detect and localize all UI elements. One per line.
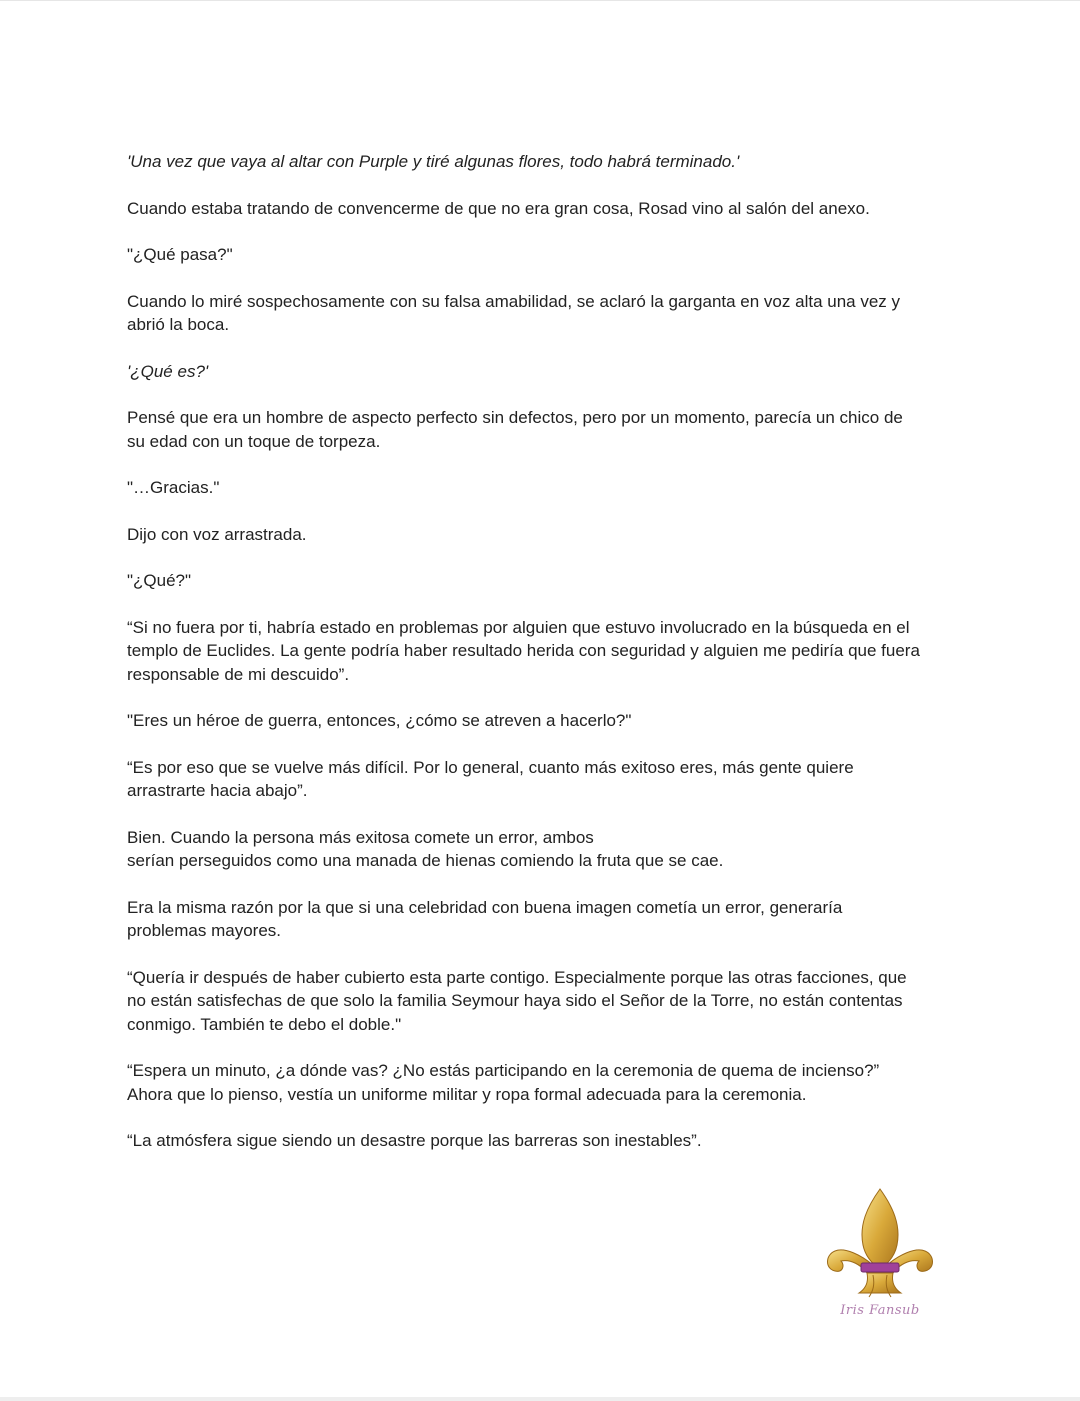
- paragraph-7: "…Gracias.": [127, 478, 220, 497]
- paragraph-5: '¿Qué es?': [127, 361, 209, 381]
- paragraph-3: "¿Qué pasa?": [127, 245, 233, 264]
- paragraph-9: "¿Qué?": [127, 571, 192, 590]
- page-bottom-border: [0, 1397, 1080, 1401]
- document-body: [127, 150, 957, 1176]
- paragraph-13: Bien. Cuando la persona más exitosa comete un error, ambos serían perseguidos como una manada de hienas comiendo la fruta que se cae.: [127, 827, 724, 870]
- paragraph-4: Cuando lo miré sospechosamente con su falsa amabilidad, se aclaró la garganta en voz alta una vez y abrió la boca.: [127, 291, 901, 334]
- page-top-border: [0, 0, 1080, 1]
- paragraph-10: “Si no fuera por ti, habría estado en problemas por alguien que estuvo involucrado en la búsqueda en el templo de Euclides. La gente podría haber resultado herida con seguridad y alguien me pediría que fuera responsable de mi descuido”.: [127, 617, 920, 684]
- paragraph-16: “Espera un minuto, ¿a dónde vas? ¿No estás participando en la ceremonia de quema de incienso?” Ahora que lo pienso, vestía un uniforme militar y ropa formal adecuada para la ceremonia.: [127, 1061, 880, 1104]
- paragraph-1: 'Una vez que vaya al altar con Purple y tiré algunas flores, todo habrá terminado.': [127, 152, 740, 171]
- fleur-de-lis-icon: [815, 1185, 945, 1303]
- paragraph-6: Pensé que era un hombre de aspecto perfecto sin defectos, pero por un momento, parecía un chico de su edad con un toque de torpeza.: [127, 408, 903, 451]
- paragraph-11: "Eres un héroe de guerra, entonces, ¿cómo se atreven a hacerlo?": [127, 711, 632, 730]
- paragraph-15: “Quería ir después de haber cubierto esta parte contigo. Especialmente porque las otras facciones, que no están satisfechas de que solo la familia Seymour haya sido el Señor de la Torre, no están contentas conmigo. También te debo el doble.": [127, 967, 907, 1034]
- paragraph-2: Cuando estaba tratando de convencerme de que no era gran cosa, Rosad vino al salón del anexo.: [127, 198, 870, 218]
- paragraph-8: Dijo con voz arrastrada.: [127, 524, 307, 544]
- fansub-logo: [815, 1185, 945, 1330]
- logo-signature: Iris Fansub: [840, 1303, 920, 1318]
- paragraph-12: “Es por eso que se vuelve más difícil. Por lo general, cuanto más exitoso eres, más gente quiere arrastrarte hacia abajo”.: [127, 757, 854, 800]
- paragraph-17: “La atmósfera sigue siendo un desastre porque las barreras son inestables”.: [127, 1131, 702, 1150]
- paragraph-14: Era la misma razón por la que si una celebridad con buena imagen cometía un error, generaría problemas mayores.: [127, 897, 843, 940]
